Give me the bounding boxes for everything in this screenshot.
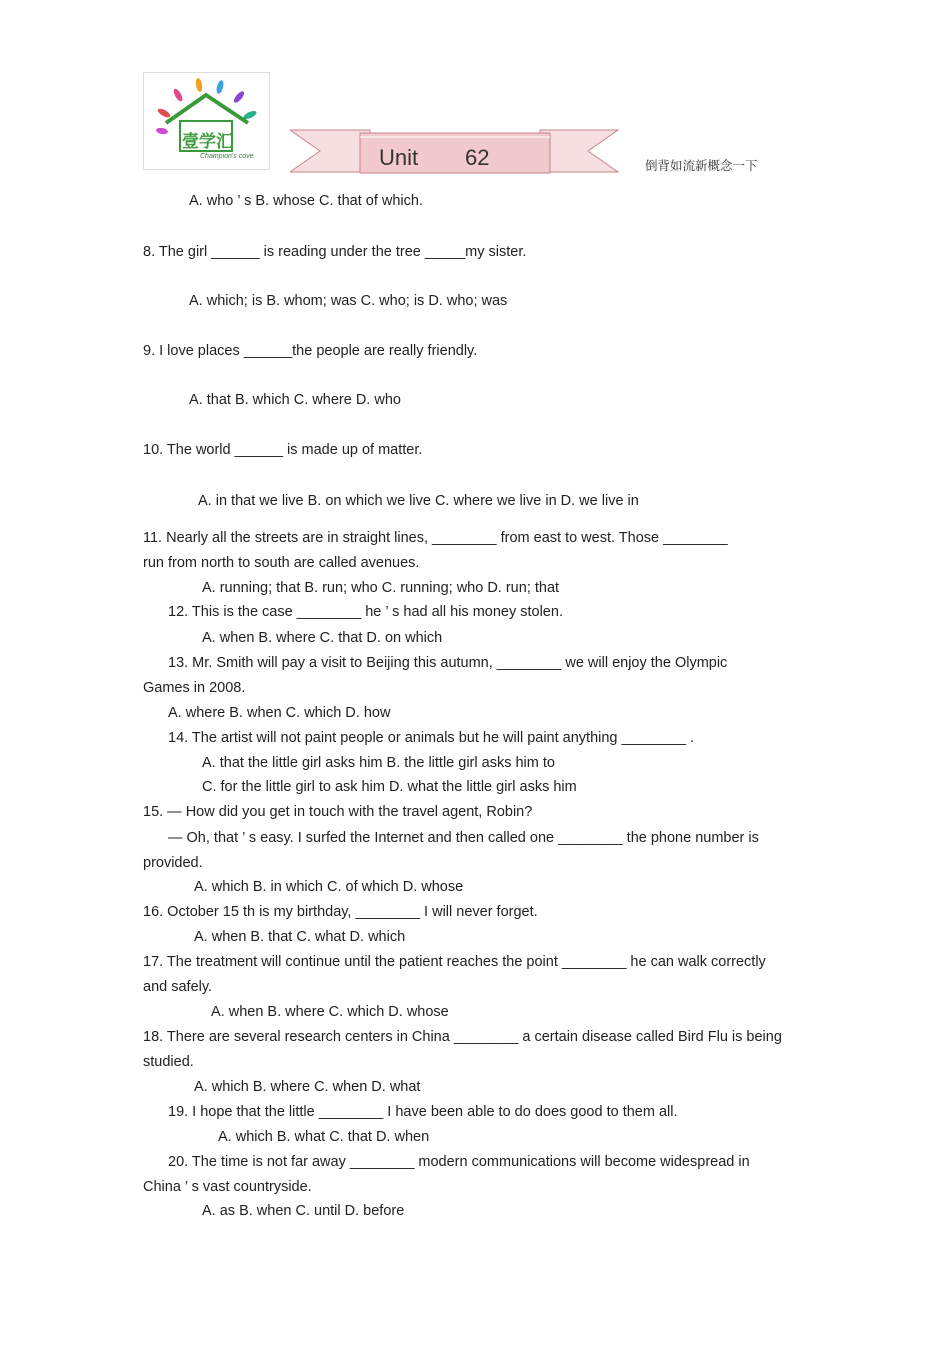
options-8: A. which; is B. whom; was C. who; is D. who; was — [189, 293, 508, 309]
header-title: 倒背如流新概念一下 — [645, 158, 758, 173]
options-16: A. when B. that C. what D. which — [194, 929, 406, 945]
question-20: 20. The time is not far away ________ modern communications will become widespread in — [168, 1154, 750, 1170]
options-19: A. which B. what C. that D. when — [218, 1129, 430, 1145]
question-14: 14. The artist will not paint people or animals but he will paint anything ________ . — [168, 730, 695, 746]
options-14-ab: A. that the little girl asks him B. the little girl asks him to — [202, 755, 555, 771]
question-18: 18. There are several research centers in China ________ a certain disease called Bird Flu is being — [143, 1029, 782, 1045]
options-13: A. where B. when C. which D. how — [168, 705, 391, 721]
options-20: A. as B. when C. until D. before — [202, 1203, 405, 1219]
question-11: 11. Nearly all the streets are in straight lines, ________ from east to west. Those ________ — [143, 530, 728, 546]
unit-label: Unit — [379, 145, 419, 170]
question-16: 16. October 15 th is my birthday, ________ I will never forget. — [143, 904, 538, 920]
options-9: A. that B. which C. where D. who — [189, 392, 401, 408]
options-18: A. which B. where C. when D. what — [194, 1079, 421, 1095]
question-8: 8. The girl ______ is reading under the tree _____my sister. — [143, 244, 527, 260]
question-15: 15. — How did you get in touch with the travel agent, Robin? — [143, 804, 533, 820]
question-19: 19. I hope that the little ________ I have been able to do does good to them all. — [168, 1104, 678, 1120]
question-12: 12. This is the case ________ he ’ s had all his money stolen. — [168, 604, 563, 620]
options-12: A. when B. where C. that D. on which — [202, 630, 443, 646]
question-15-cont: provided. — [143, 855, 203, 871]
logo-text: Champion's cove — [200, 153, 254, 160]
options-14-cd: C. for the little girl to ask him D. what the little girl asks him — [202, 779, 577, 795]
question-10: 10. The world ______ is made up of matter. — [143, 442, 423, 458]
question-17: 17. The treatment will continue until the patient reaches the point ________ he can walk correctly — [143, 954, 766, 970]
unit-banner — [290, 127, 620, 181]
question-18-cont: studied. — [143, 1054, 194, 1070]
options-17: A. when B. where C. which D. whose — [211, 1004, 449, 1020]
question-11-cont: run from north to south are called avenues. — [143, 555, 420, 571]
question-13: 13. Mr. Smith will pay a visit to Beijing this autumn, ________ we will enjoy the Olympic — [168, 655, 728, 671]
question-13-cont: Games in 2008. — [143, 680, 246, 696]
options-15: A. which B. in which C. of which D. whose — [194, 879, 464, 895]
unit-number: 62 — [465, 145, 490, 170]
logo-chars: 壹学汇 — [182, 132, 233, 152]
text-line: A. who ’ s B. whose C. that of which. — [189, 193, 423, 209]
question-15-reply: — Oh, that ’ s easy. I surfed the Internet and then called one ________ the phone number is — [168, 830, 759, 846]
question-9: 9. I love places ______the people are really friendly. — [143, 343, 478, 359]
logo — [143, 72, 270, 170]
options-10: A. in that we live B. on which we live C. where we live in D. we live in — [198, 493, 639, 509]
question-17-cont: and safely. — [143, 979, 213, 995]
question-20-cont: China ’ s vast countryside. — [143, 1179, 312, 1195]
options-11: A. running; that B. run; who C. running; who D. run; that — [202, 580, 560, 596]
